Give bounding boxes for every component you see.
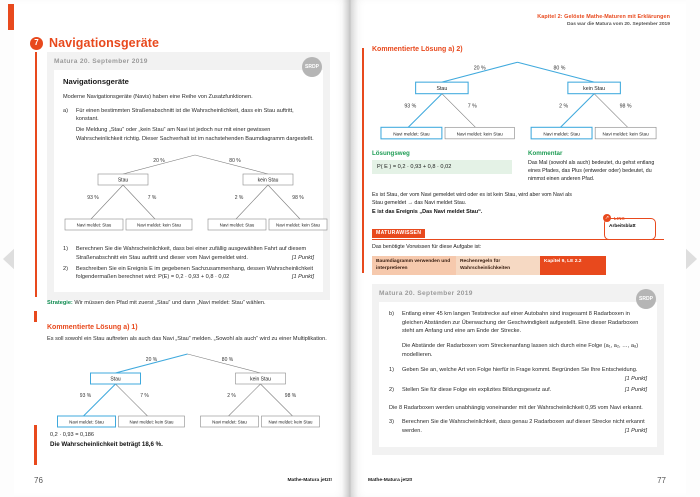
maturawissen-lead: Das benötigte Vorwissen für diese Aufgabe ist: (372, 244, 482, 250)
tree-edge-label-93: 93 % (87, 195, 99, 202)
tree-diagram-highlight-svg (50, 350, 326, 430)
chapter-number-badge: 7 (30, 37, 43, 50)
tree2-leaf-4: Navi meldet: kein Stau (268, 419, 313, 425)
solution-a1-block (47, 324, 330, 344)
left-page (14, 0, 350, 497)
chapter-heading (30, 36, 159, 50)
tree2-node-kein-stau: kein Stau (250, 376, 271, 383)
link-text[interactable]: Arbeitsblatt (609, 224, 636, 229)
maturawissen-tag: MATURAWISSEN (372, 229, 425, 238)
question-points-b1: [1 Punkt] (624, 375, 647, 382)
tree2-edge-label-2: 2 % (227, 393, 236, 399)
tree3-node-stau: Stau (436, 86, 448, 93)
matura-task-content-b (379, 302, 657, 447)
explanation-text: Es ist Stau, der vom Navi gemeldet wird oder es ist kein Stau, wird aber vom Navi als Stau gemeldet → das Navi meldet Stau. (372, 192, 572, 206)
task-mid-text-b: Die 8 Radarboxen werden unabhängig voneinander mit der Wahrscheinlichkeit 0,95 vom Navi erkannt. (389, 405, 643, 412)
knowledge-tag-2[interactable]: Rechenregeln für Wahrscheinlichkeiten (456, 256, 540, 275)
link-callout-box[interactable] (604, 218, 656, 240)
question-marker-1: 1) (63, 246, 68, 253)
orange-side-rail-right (362, 48, 364, 273)
matura-date-label-b: Matura 20. September 2019 (379, 290, 473, 297)
solution-calculation: 0,2 · 0,93 = 0,186 (50, 432, 95, 438)
page-spread (14, 0, 686, 497)
tree3-leaf-4: Navi meldet: kein Stau (602, 131, 649, 137)
task-part-a-cont (63, 126, 314, 143)
orange-tick-marker-2 (34, 425, 37, 465)
tree3-edge-label-93: 93 % (404, 103, 417, 110)
loesungsweg-label: Lösungsweg (372, 150, 410, 157)
task-indent-spacer-b (389, 342, 398, 359)
question-text-b1: Geben Sie an, welche Art von Folge hierfür in Frage kommt. Begründen Sie Ihre Entscheidung. (402, 367, 638, 374)
kommentar-column (528, 150, 664, 184)
question-points-b3: [1 Punkt] (624, 427, 647, 434)
task-question-b2 (389, 386, 647, 395)
question-text-1: Berechnen Sie die Wahrscheinlichkeit, dass bei einer zufällig ausgewählten Fahrt auf diesem Straßenabschnitt ein Stau auftritt und dieser vom Navi gemeldet wird. (76, 246, 307, 261)
left-footer-brand: Mathe-Matura jetzt! (287, 478, 332, 483)
solution-result: Die Wahrscheinlichkeit beträgt 18,6 %. (50, 441, 163, 448)
strategy-block (47, 299, 330, 308)
tree3-edge-label-2: 2 % (559, 103, 569, 110)
matura-task-box (47, 52, 330, 300)
question-marker-b2: 2) (389, 386, 394, 393)
tree-edge-label-7: 7 % (147, 195, 157, 202)
kommentar-text: Das Mal (sowohl als auch) bedeutet, du gehst entlang eines Pfades, das Plus (entweder oder) bedeutet, du nimmst einen anderen Pfad. (528, 160, 655, 182)
right-page-number: 77 (657, 476, 666, 485)
tree-edge-label-98: 98 % (292, 195, 304, 202)
question-marker-b3: 3) (389, 418, 394, 425)
loesungsweg-column (372, 150, 512, 174)
question-points-1: [1 Punkt] (291, 254, 314, 261)
page-title: Navigationsgeräte (49, 36, 160, 50)
tree-diagram-blue (372, 58, 664, 147)
loesungsweg-formula: P( E ) = 0,2 · 0,93 + 0,8 · 0,02 (372, 160, 512, 174)
tree-leaf-2: Navi meldet: kein Stau (137, 222, 181, 228)
running-header-subtitle: Das war die Matura vom 20. September 2019 (566, 21, 670, 27)
solution-a2-heading: Kommentierte Lösung a) 2) (372, 46, 463, 53)
tree-node-stau: Stau (117, 177, 129, 184)
task-part-text-2: Die Meldung „Stau“ oder „kein Stau“ am Navi ist jedoch nur mit einer gewissen Wahrscheinlichkeit richtig. Dieser Sachverhalt ist im nachstehenden Baumdiagramm dargestellt. (76, 126, 314, 142)
tree3-edge-label-7: 7 % (467, 103, 477, 110)
srdp-badge: SRDP (302, 57, 322, 77)
matura-date-label: Matura 20. September 2019 (54, 58, 148, 65)
conclusion-text: E ist das Ereignis „Das Navi meldet Stau“. (372, 209, 483, 215)
left-page-number: 76 (34, 476, 43, 485)
kommentar-label: Kommentar (528, 150, 563, 157)
tree3-leaf-1: Navi meldet: Stau (393, 131, 430, 137)
srdp-badge-b: SRDP (636, 289, 656, 309)
task-part-marker-b: b) (389, 311, 394, 317)
orange-tick-marker (34, 311, 37, 322)
question-text-b3: Berechnen Sie die Wahrscheinlichkeit, dass genau 2 Radarboxen auf dieser Strecke nicht erkannt werden. (402, 418, 645, 434)
tree-diagram-svg (63, 149, 328, 241)
tree2-leaf-2: Navi meldet: kein Stau (129, 419, 174, 425)
task-part-marker: a) (63, 107, 68, 114)
tree2-leaf-3: Navi meldet: Stau (212, 419, 247, 425)
question-marker-2: 2) (63, 265, 68, 272)
tree-leaf-1: Navi meldet: Stau (76, 222, 112, 228)
tree3-leaf-3: Navi meldet: Stau (543, 131, 580, 137)
solution-a1-text: Es soll sowohl ein Stau auftreten als auch das Navi „Stau“ melden. „Sowohl als auch“ wird zu einer Multiplikation. (47, 336, 327, 342)
task-question-b3 (389, 418, 647, 435)
task-question-2 (63, 265, 314, 282)
tree3-edge-label-20: 20 % (473, 65, 486, 72)
tree3-edge-label-80: 80 % (553, 65, 566, 72)
running-header-chapter: Kapitel 2: Gelöste Mathe-Maturen mit Erklärungen (537, 14, 670, 20)
task-part-a (63, 107, 314, 124)
tree2-edge-label-80: 80 % (221, 357, 234, 363)
task-part-b-cont (389, 342, 647, 359)
task-question-b1 (389, 366, 647, 383)
task-indent-spacer (63, 126, 72, 143)
question-marker-b1: 1) (389, 367, 394, 374)
knowledge-tag-1[interactable]: Baumdiagramm verwenden und interpretieren (372, 256, 456, 275)
task-part-text: Für einen bestimmten Straßenabschnitt ist die Wahrscheinlichkeit, dass ein Stau auftritt, konstant. (76, 107, 294, 123)
orange-side-rail (35, 52, 37, 297)
task-title: Navigationsgeräte (63, 77, 129, 86)
link-icon[interactable]: ↗ (604, 215, 610, 221)
task-part-text-b2: Die Abstände der Radarboxen vom Streckenanfang lassen sich durch eine Folge (a₁, a₂, …, a₈) modellieren. (402, 342, 639, 358)
task-part-b (389, 310, 647, 336)
task-part-text-b1: Entlang einer 45 km langen Teststrecke auf einer Autobahn sind insgesamt 8 Radarboxen in gleichen Abständen zur Überwachung der Geschwindigkeit aufgestellt. Eine dieser Radarboxen steht am Anfang und eine am Ende der Strecke. (402, 311, 639, 335)
tree-node-kein-stau: kein Stau (257, 177, 279, 184)
tree2-node-stau: Stau (110, 376, 121, 383)
tree-edge-label-20: 20 % (153, 158, 165, 165)
matura-task-content (54, 70, 323, 292)
right-footer-brand: Mathe-Matura jetzt! (368, 478, 413, 483)
tree-leaf-3: Navi meldet: Stau (219, 222, 255, 228)
tree3-edge-label-98: 98 % (619, 103, 632, 110)
question-text-2: Beschreiben Sie ein Ereignis E im gegebenen Sachzusammenhang, dessen Wahrscheinlichkeit folgendermaßen berechnet wird: P(E) = 0,2 · 0,93 + 0,8 · 0,02 (76, 265, 314, 281)
maturawissen-tag-row (372, 256, 664, 275)
strategy-text: Wir müssen den Pfad mit zuerst „Stau“ und dann „Navi meldet: Stau“ wählen. (72, 300, 266, 306)
matura-task-box-b (372, 284, 664, 455)
question-text-b2: Stellen Sie für diese Folge ein explizites Bildungsgesetz auf. (402, 386, 552, 393)
right-page (350, 0, 686, 497)
tree2-edge-label-98: 98 % (284, 393, 297, 399)
tree-edge-label-2: 2 % (234, 195, 244, 202)
strategy-label: Strategie: (47, 300, 73, 306)
tree2-leaf-1: Navi meldet: Stau (69, 419, 104, 425)
task-question-1 (63, 245, 314, 262)
tree-diagram-highlighted (50, 350, 333, 435)
tree2-edge-label-20: 20 % (145, 357, 158, 363)
tree2-edge-label-93: 93 % (79, 393, 92, 399)
question-points-b2: [1 Punkt] (624, 386, 647, 393)
task-intro-text: Moderne Navigationsgeräte (Navis) haben eine Reihe von Zusatzfunktionen. (63, 94, 253, 100)
tree3-node-kein-stau: kein Stau (583, 86, 606, 93)
tree-diagram-blue-svg (372, 58, 664, 142)
running-header (537, 14, 670, 27)
tree2-edge-label-7: 7 % (140, 393, 149, 399)
tree3-leaf-2: Navi meldet: kein Stau (456, 131, 503, 137)
solution-a1-heading: Kommentierte Lösung a) 1) (47, 324, 138, 331)
tree-edge-label-80: 80 % (229, 158, 241, 165)
knowledge-tag-3[interactable]: Kapitel 9, LE 2.2 (540, 256, 606, 275)
tree-diagram-plain (63, 149, 320, 241)
link-label: LINK (614, 216, 625, 221)
tree-leaf-4: Navi meldet: kein Stau (276, 222, 320, 228)
question-points-2: [1 Punkt] (291, 274, 314, 281)
